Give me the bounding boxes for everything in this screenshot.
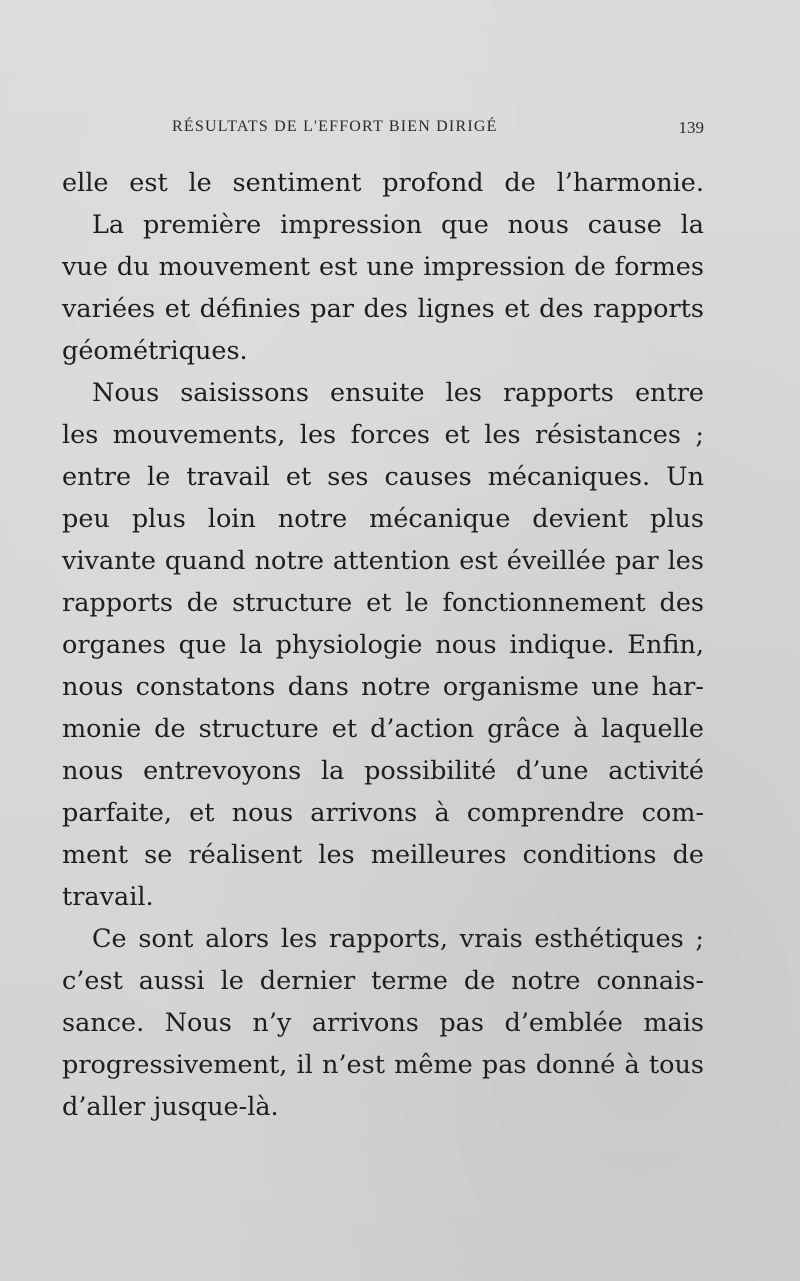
text-line: travail. (62, 882, 154, 912)
text-line: variées et définies par des lignes et des rapports (62, 294, 704, 324)
text-line: progressivement, il n’est même pas donné à tous (62, 1050, 704, 1080)
text-line: entre le travail et ses causes mécaniques. Un (62, 462, 704, 492)
text-line: nous entrevoyons la possibilité d’une activité (62, 756, 704, 786)
text-line: vivante quand notre attention est éveillée par les (62, 546, 704, 576)
text-line: organes que la physiologie nous indique. Enfin, (62, 630, 704, 660)
text-line: sance. Nous n’y arrivons pas d’emblée mais (62, 1008, 704, 1038)
text-line: Ce sont alors les rapports, vrais esthétiques ; (92, 924, 704, 954)
text-line: nous constatons dans notre organisme une har- (62, 672, 704, 702)
body-text (62, 162, 704, 1128)
page-number: 139 (678, 118, 704, 137)
text-line: vue du mouvement est une impression de formes (62, 252, 704, 282)
text-line: ment se réalisent les meilleures conditions de (62, 840, 704, 870)
text-line: d’aller jusque-là. (62, 1092, 279, 1122)
text-line: parfaite, et nous arrivons à comprendre com- (62, 798, 704, 828)
text-line: c’est aussi le dernier terme de notre connais- (62, 966, 704, 996)
text-line: peu plus loin notre mécanique devient plus (62, 504, 704, 534)
text-line: rapports de structure et le fonctionnement des (62, 588, 704, 618)
text-line: La première impression que nous cause la (92, 210, 704, 240)
text-line: monie de structure et d’action grâce à laquelle (62, 714, 704, 744)
text-line: elle est le sentiment profond de l’harmonie. (62, 168, 704, 198)
running-header-title: RÉSULTATS DE L'EFFORT BIEN DIRIGÉ (172, 118, 498, 135)
text-line: géométriques. (62, 336, 248, 366)
text-line: les mouvements, les forces et les résistances ; (62, 420, 704, 450)
text-line: Nous saisissons ensuite les rapports entre (92, 378, 704, 408)
